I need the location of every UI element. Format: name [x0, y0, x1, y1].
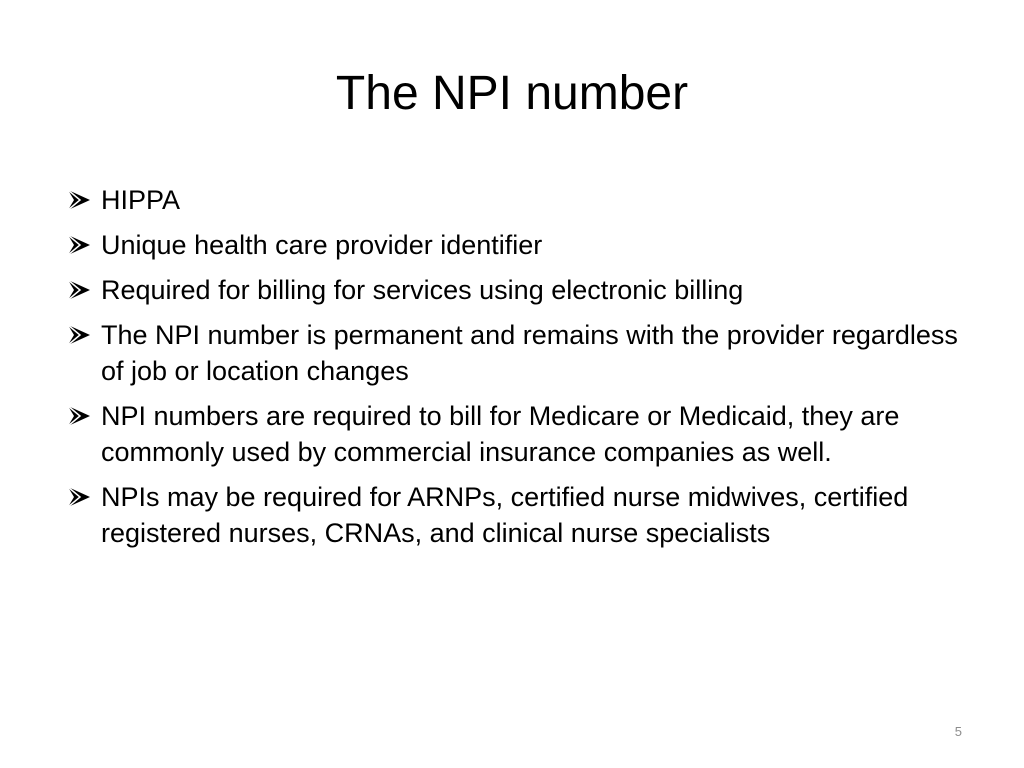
- arrow-bullet-icon: [66, 278, 92, 302]
- bullet-item: [66, 479, 966, 551]
- arrow-bullet-icon: [66, 188, 92, 212]
- bullet-item: [66, 317, 966, 389]
- bullet-item: [66, 227, 966, 263]
- slide-title: The NPI number: [335, 67, 689, 120]
- bullet-text: The NPI number is permanent and remains with the provider regardless of job or location changes: [101, 320, 958, 386]
- arrow-bullet-icon: [66, 233, 92, 257]
- arrow-bullet-icon: [66, 404, 92, 428]
- bullet-item: [66, 272, 966, 308]
- arrow-bullet-icon: [66, 485, 92, 509]
- arrow-bullet-icon: [66, 323, 92, 347]
- bullet-text: Required for billing for services using electronic billing: [101, 275, 744, 305]
- bullet-item: [66, 398, 966, 470]
- bullet-list: [66, 182, 966, 560]
- bullet-text: Unique health care provider identifier: [101, 230, 543, 260]
- page-number: 5: [954, 724, 962, 739]
- bullet-item: [66, 182, 966, 218]
- bullet-text: HIPPA: [101, 185, 181, 215]
- bullet-text: NPIs may be required for ARNPs, certified nurse midwives, certified registered nurses, CRNAs, and clinical nurse specialists: [101, 482, 909, 548]
- bullet-text: NPI numbers are required to bill for Medicare or Medicaid, they are commonly used by commercial insurance companies as well.: [101, 401, 900, 467]
